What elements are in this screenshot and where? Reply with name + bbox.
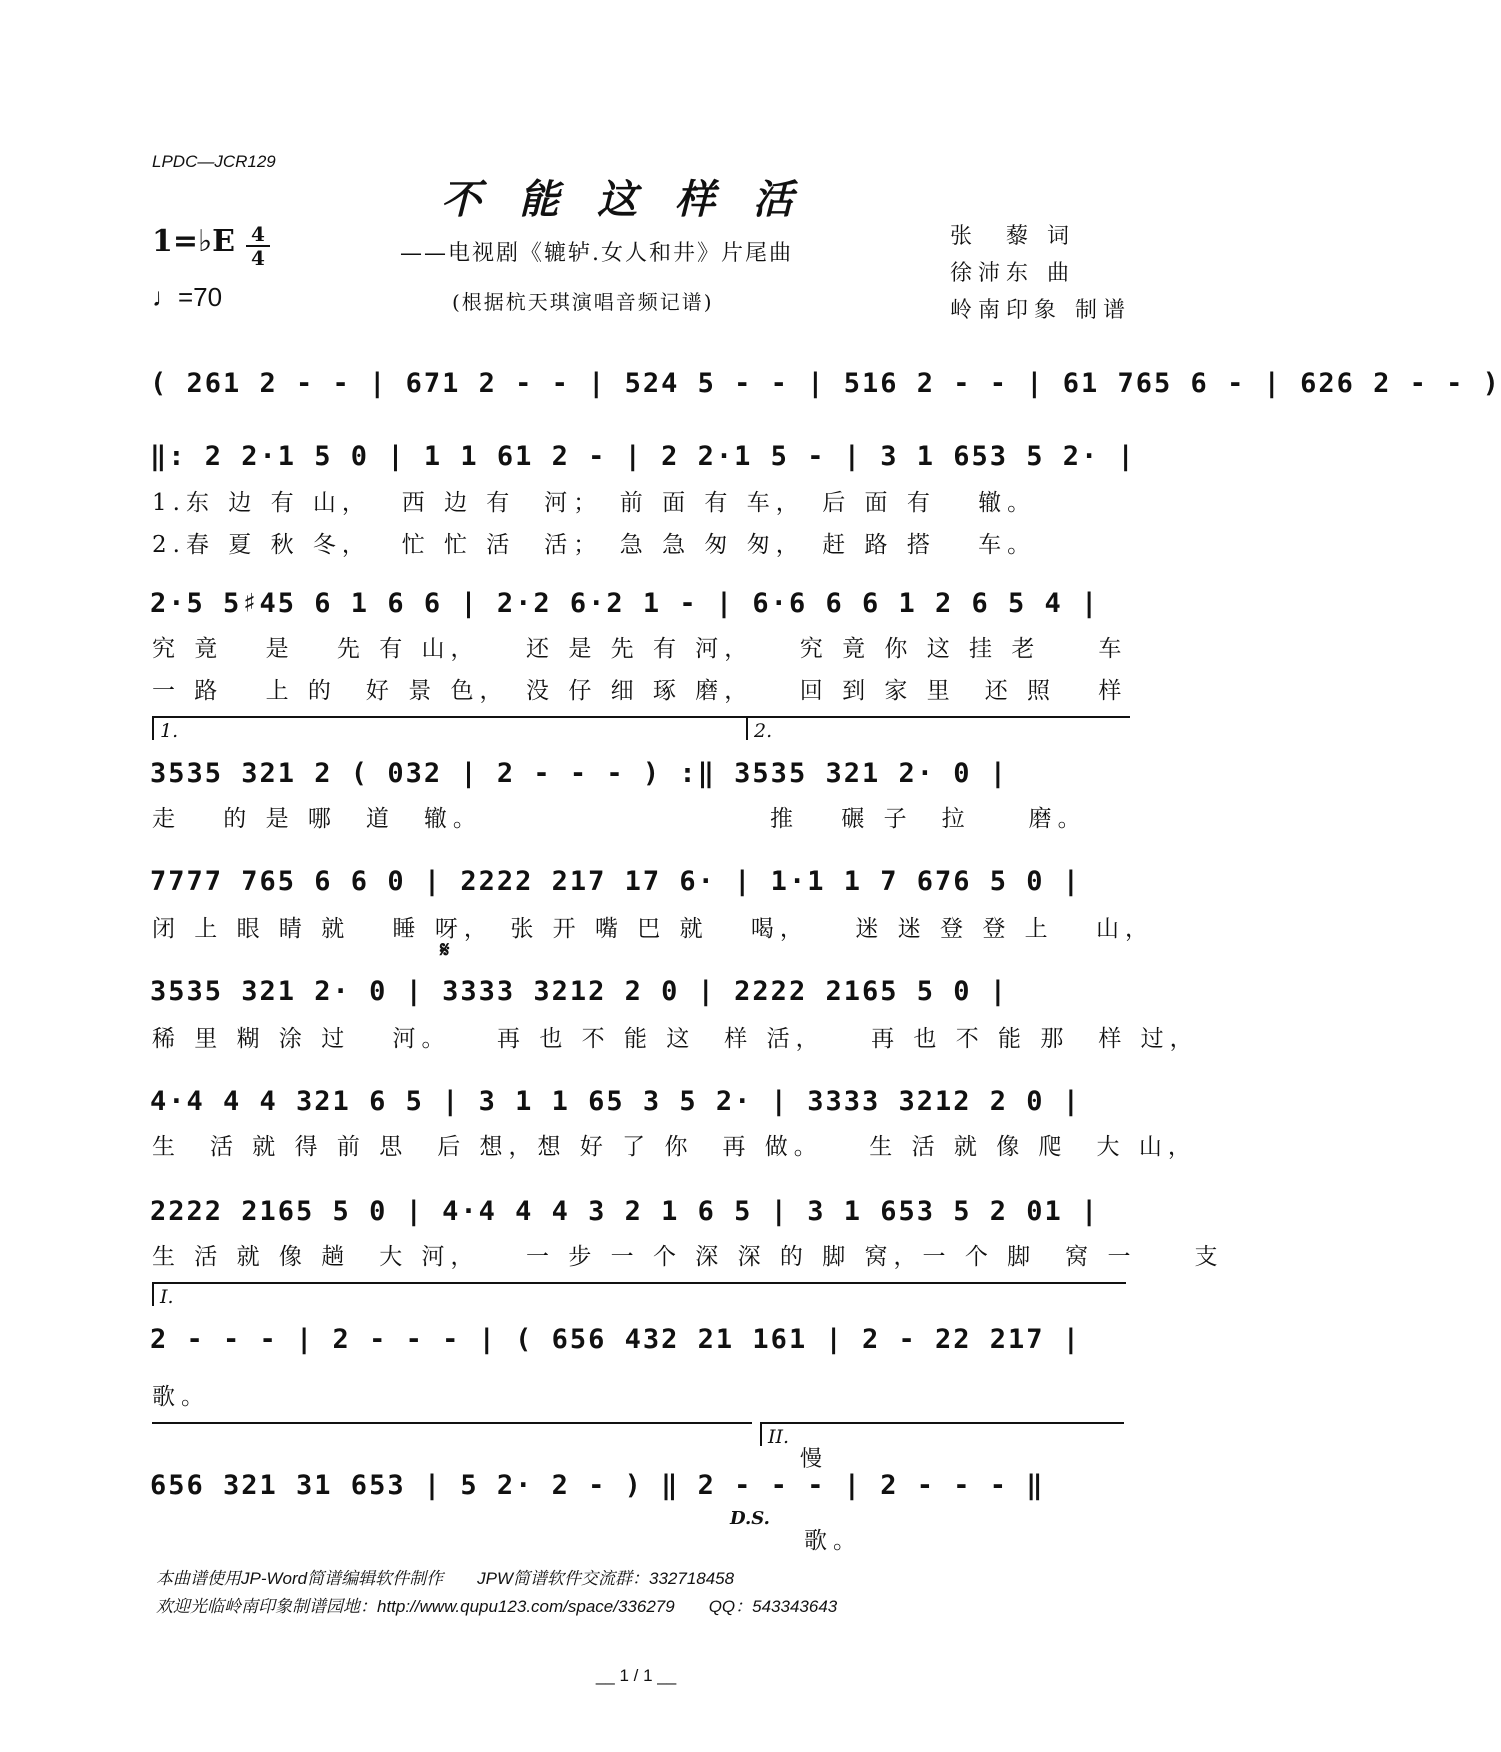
lyric-verse1-line1: 1.东 边 有 山， 西 边 有 河； 前 面 有 车， 后 面 有 辙。 [152,490,1037,516]
page-number: __ 1 / 1 __ [595,1666,677,1685]
lyric-verse2-line1: 2.春 夏 秋 冬， 忙 忙 活 活； 急 急 匆 匆， 赶 路 搭 车。 [152,532,1037,558]
volta-ending-I: I. [152,1282,1126,1306]
system-divider [152,1422,752,1424]
time-signature [246,224,270,268]
subtitle: ——电视剧《辘轳.女人和井》片尾曲 [400,241,793,266]
notation-line: 2·5 5♯45 6 1 6 6 | 2·2 6·2 1 - | 6·6 6 6 1 2 6 5 4 | [150,588,1100,619]
lyric-line4: 闭 上 眼 睛 就 睡 呀， 张 开 嘴 巴 就 喝， 迷 迷 登 登 上 山， [152,916,1154,942]
lyric-line3-ending2: 推 碾 子 拉 磨。 [770,806,1087,832]
score-row-9 [150,1466,1128,1526]
tempo-slow-marking: 慢 [800,1447,823,1472]
lyric-line6: 生 活 就 得 前 思 后 想，想 好 了 你 再 做。 生 活 就 像 爬 大 山， [152,1134,1197,1160]
key-signature: 1=♭E [152,224,236,259]
notation-line: 2222 2165 5 0 | 4·4 4 4 3 2 1 6 5 | 3 1 653 5 2 01 | [150,1196,1100,1227]
credits [950,218,1131,329]
lyric-line5: 稀 里 糊 涂 过 河。 再 也 不 能 这 样 活， 再 也 不 能 那 样 过， [152,1026,1199,1052]
notation-line: ‖: 2 2·1 5 0 | 1 1 61 2 - | 2 2·1 5 - | 3 1 653 5 2· | [150,441,1136,472]
tempo-marking: ♩=70 [152,282,223,312]
notation-line: ( 261 2 - - | 671 2 - - | 524 5 - - | 516 2 - - | 61 765 6 - | 626 2 - - ) [150,368,1501,399]
page-title: 不能这样活 [441,176,831,223]
time-signature-bottom: 4 [251,246,265,270]
notation-line: 3535 321 2· 0 | 3333 3212 2 0 | 2222 2165 5 0 | [150,976,1009,1007]
notation-line: 4·4 4 4 321 6 5 | 3 1 1 65 3 5 2· | 3333 3212 2 0 | [150,1086,1082,1117]
lyric-verse2-line2: 一 路 上 的 好 景 色， 没 仔 细 琢 磨， 回 到 家 里 还 照 样 [152,678,1128,704]
footer-software-note: 本曲谱使用JP-Word简谱编辑软件制作 JPW简谱软件交流群：332718458 [156,1569,735,1588]
lyric-line7: 生 活 就 像 趟 大 河， 一 步 一 个 深 深 的 脚 窝，一 个 脚 窝 一 支 [152,1244,1224,1270]
score-code: LPDC—JCR129 [152,152,276,171]
lyric-verse1-line2: 究 竟 是 先 有 山， 还 是 先 有 河， 究 竟 你 这 挂 老 车 [152,636,1128,662]
lyric-line8: 歌。 [152,1384,210,1410]
time-signature-top: 4 [251,222,265,246]
composer-credit: 徐沛东 曲 [950,261,1075,286]
segno-icon: 𝄋 [440,938,450,963]
score-row-8 [150,1320,1128,1380]
volta-second-ending: 2. [746,716,1130,740]
lyricist-credit: 张 藜 词 [950,224,1075,249]
lyric-line9: 歌。 [804,1528,862,1554]
notation-line: 656 321 31 653 | 5 2· 2 - ) ‖ 2 - - - | 2 - - - ‖ [150,1470,1045,1501]
notation-line: 7777 765 6 6 0 | 2222 217 17 6· | 1·1 1 7 676 5 0 | [150,866,1082,897]
volta-first-ending: 1. [152,716,746,740]
score-row-intro [150,364,1501,424]
footer-website-note: 欢迎光临岭南印象制谱园地：http://www.qupu123.com/space/336279 QQ：543343643 [156,1597,838,1616]
transcription-note: (根据杭天琪演唱音频记谱) [452,290,714,314]
notation-line: 3535 321 2 ( 032 | 2 - - - ) :‖ 3535 321 2· 0 | [150,758,1009,789]
notation-line: 2 - - - | 2 - - - | ( 656 432 21 161 | 2 - 22 217 | [150,1324,1082,1355]
arranger-credit: 岭南印象 制谱 [950,298,1131,323]
volta-ending-II: II. [760,1422,1124,1446]
lyric-line3-ending1: 走 的 是 哪 道 辙。 [152,806,482,832]
dal-segno-marking: D.S. [730,1508,770,1529]
